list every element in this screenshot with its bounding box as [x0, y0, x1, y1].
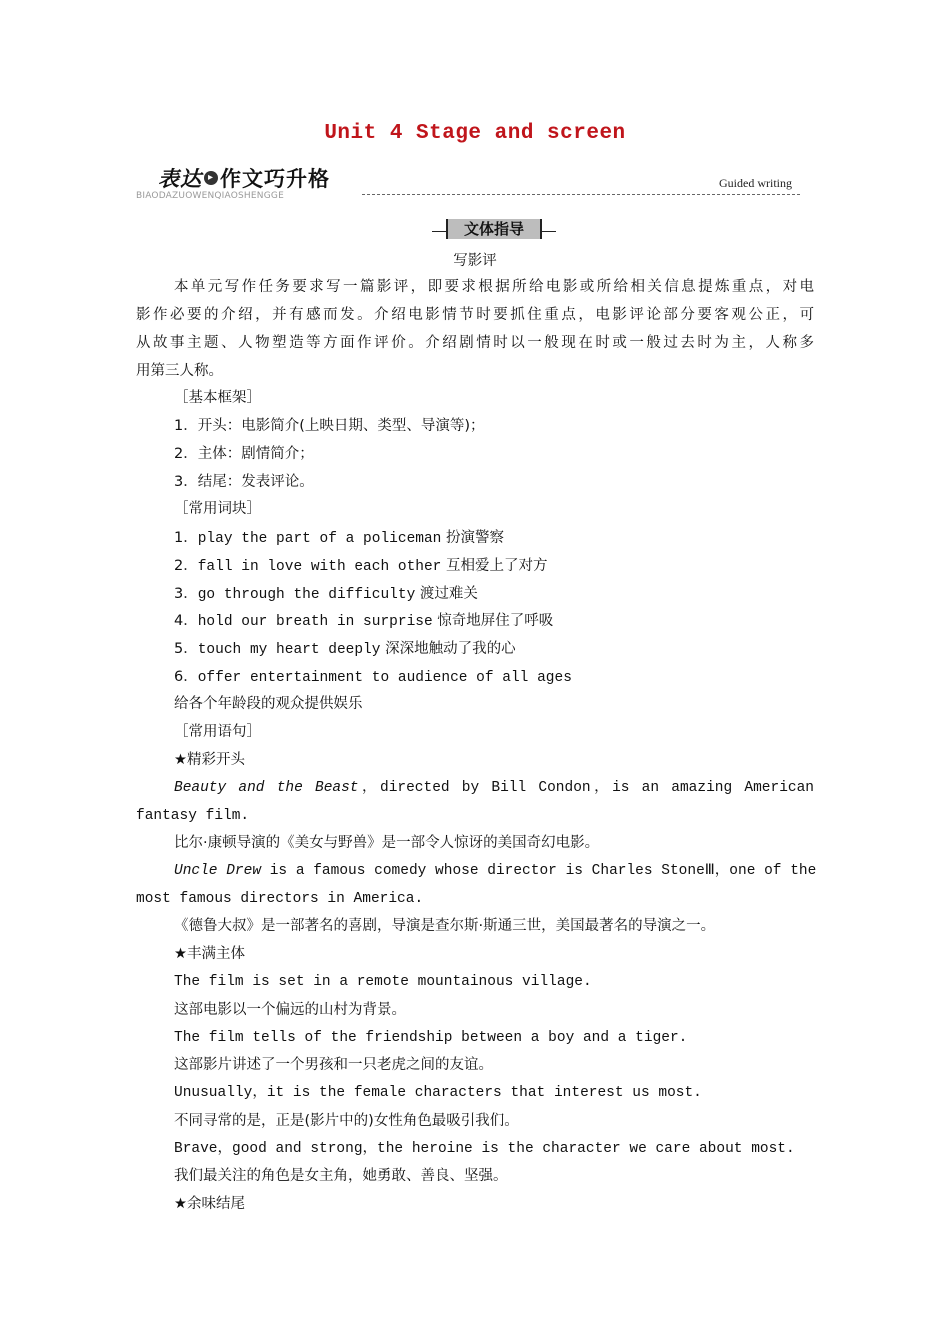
phrase-item	[174, 556, 547, 577]
opening-heading: ★精彩开头	[174, 752, 245, 768]
intro-line: 影作必要的介绍，并有感而发。介绍电影情节时要抓住重点，电影评论部分要客观公正，可	[136, 307, 814, 323]
phrase-english: hold our breath in surprise	[197, 614, 433, 630]
intro-line: 本单元写作任务要求写一篇影评，即要求根据所给电影或所给相关信息提炼重点，对电	[174, 279, 814, 295]
banner-english-label: Guided writing	[719, 176, 792, 190]
framework-item: 1．开头：电影简介(上映日期、类型、导演等)；	[174, 418, 485, 434]
example-translation: 我们最关注的角色是女主角，她勇敢、善良、坚强。	[174, 1168, 508, 1184]
intro-line: 用第三人称。	[136, 363, 223, 379]
phrase-chinese: 渡过难关	[415, 586, 478, 602]
ending-heading: ★余味结尾	[174, 1196, 245, 1212]
example-translation: 不同寻常的是，正是(影片中的)女性角色最吸引我们。	[174, 1113, 519, 1129]
phrase-number: 5．	[174, 641, 198, 657]
phrase-english: fall in love with each other	[197, 559, 442, 575]
phrase-english: go through the difficulty	[197, 587, 416, 603]
subheading: 写影评	[453, 253, 497, 269]
example-sentence-cont: most famous directors in America.	[136, 891, 424, 907]
phrase-item	[174, 667, 572, 688]
phrase-translation: 给各个年龄段的观众提供娱乐	[174, 696, 363, 712]
section-label-text: 文体指导	[446, 219, 542, 239]
example-translation: 比尔·康顿导演的《美女与野兽》是一部令人惊讶的美国奇幻电影。	[174, 835, 600, 851]
phrase-number: 6．	[174, 669, 198, 685]
example-sentence	[174, 778, 814, 798]
phrase-chinese: 惊奇地屏住了呼吸	[432, 613, 554, 629]
example-sentence-cont: fantasy film.	[136, 808, 250, 824]
banner-chinese-title	[158, 163, 330, 193]
phrase-number: 1．	[174, 530, 198, 546]
framework-heading: ［基本框架］	[174, 390, 261, 406]
phrase-english: offer entertainment to audience of all ages	[197, 670, 572, 686]
phrase-chinese: 深深地触动了我的心	[380, 641, 516, 657]
framework-item: 3．结尾：发表评论。	[174, 474, 314, 490]
sentences-heading: ［常用语句］	[174, 724, 261, 740]
phrase-number: 2．	[174, 558, 198, 574]
phrase-item	[174, 611, 553, 632]
example-sentence: The film is set in a remote mountainous village.	[174, 974, 592, 990]
film-title: Beauty and the Beast	[174, 780, 359, 796]
sentence-text: ，directed by Bill Condon，is an amazing American	[358, 780, 814, 796]
banner-pinyin: BIAODAZUOWENQIAOSHENGGE	[136, 191, 284, 201]
arrow-icon: ▸	[204, 171, 218, 185]
intro-line: 从故事主题、人物塑造等方面作评价。介绍剧情时以一般现在时或一般过去时为主，人称多	[136, 335, 814, 351]
example-translation: 《德鲁大叔》是一部著名的喜剧，导演是查尔斯·斯通三世，美国最著名的导演之一。	[174, 918, 716, 934]
phrase-item	[174, 584, 478, 605]
phrases-heading: ［常用词块］	[174, 501, 261, 517]
example-translation: 这部电影以一个偏远的山村为背景。	[174, 1002, 406, 1018]
phrase-item	[174, 639, 516, 660]
phrase-chinese: 互相爱上了对方	[441, 558, 548, 574]
banner-divider	[362, 194, 800, 195]
section-banner	[136, 163, 800, 203]
phrase-number: 3．	[174, 586, 198, 602]
section-label-style-guide	[432, 219, 556, 241]
example-sentence: Brave，good and strong，the heroine is the character we care about most.	[174, 1141, 795, 1157]
phrase-english: touch my heart deeply	[197, 642, 381, 658]
phrase-english: play the part of a policeman	[197, 531, 442, 547]
framework-item: 2．主体：剧情简介；	[174, 446, 314, 462]
body-heading: ★丰满主体	[174, 946, 245, 962]
example-translation: 这部影片讲述了一个男孩和一只老虎之间的友谊。	[174, 1057, 493, 1073]
banner-title-part1: 表达	[158, 167, 202, 191]
phrase-number: 4．	[174, 613, 198, 629]
sentence-text: is a famous comedy whose director is Charles StoneⅢ，one of the	[261, 863, 817, 879]
film-title: Uncle Drew	[174, 863, 262, 879]
example-sentence: The film tells of the friendship between a boy and a tiger.	[174, 1030, 688, 1046]
phrase-item	[174, 528, 504, 549]
example-sentence: Unusually，it is the female characters that interest us most.	[174, 1085, 702, 1101]
example-sentence	[174, 861, 817, 881]
page-title: Unit 4 Stage and screen	[324, 122, 626, 145]
banner-title-part2: 作文巧升格	[220, 167, 330, 191]
phrase-chinese: 扮演警察	[441, 530, 504, 546]
